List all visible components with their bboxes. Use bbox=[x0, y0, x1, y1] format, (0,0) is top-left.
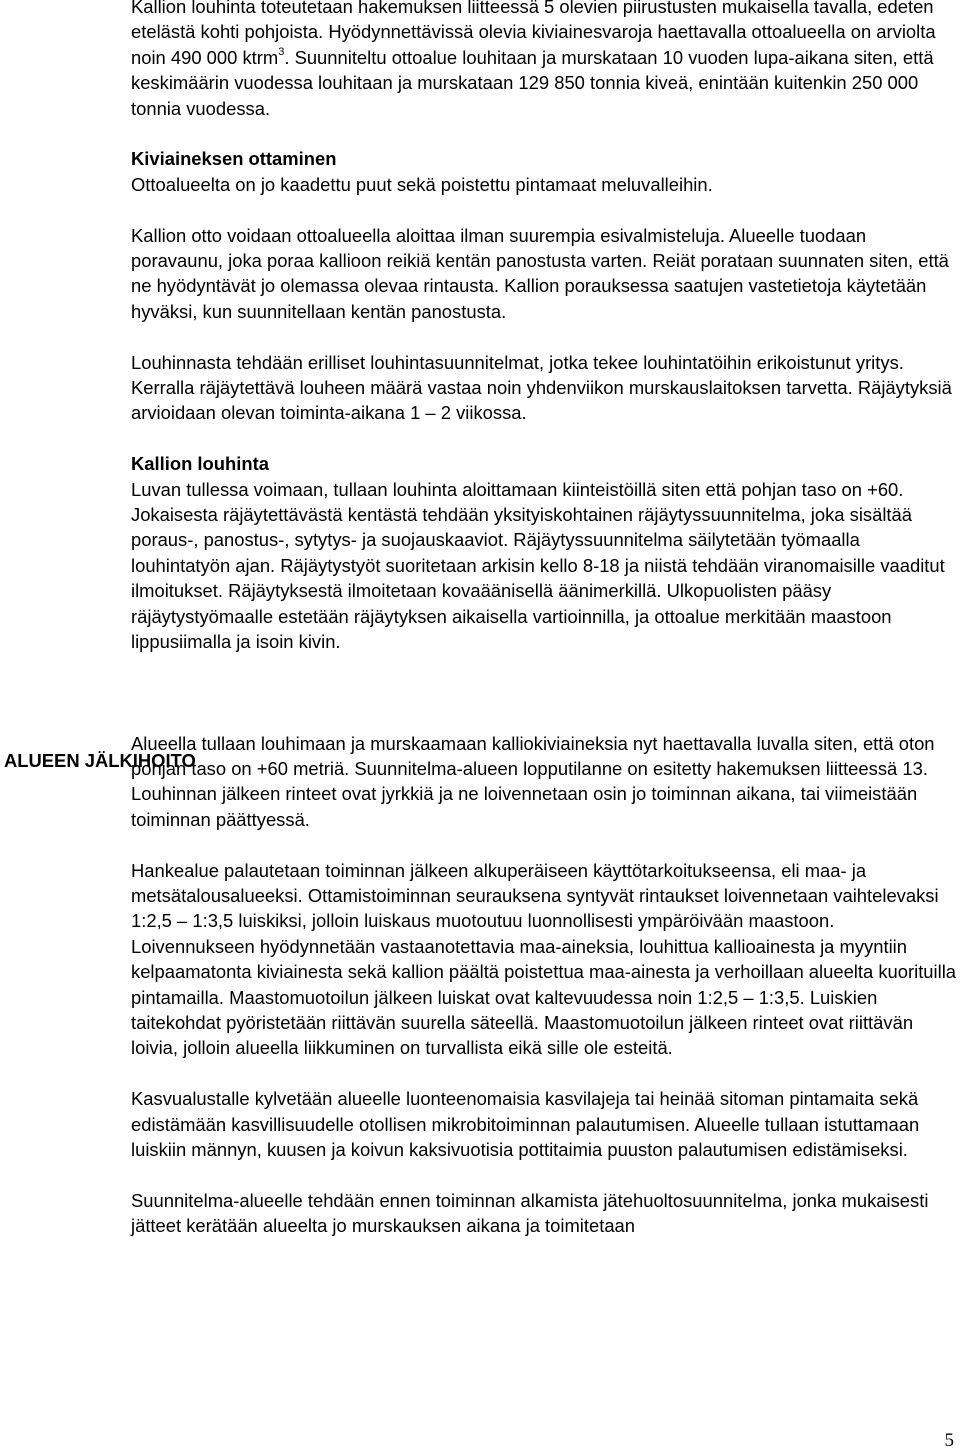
page-number: 5 bbox=[944, 1430, 954, 1451]
document-body bbox=[131, 0, 957, 1239]
paragraph-drilling: Kallion otto voidaan ottoalueella aloittaa ilman suurempia esivalmisteluja. Alueelle tuodaan poravaunu, joka poraa kallioon reikiä kentän panostusta varten. Reiät porataan suunnaten siten, että ne hyödyntävät jo olemassa olevaa rintausta. Kallion porauksessa saatujen vastetietoja käytetään hyväksi, kun suunnitellaan kentän panostusta. bbox=[131, 224, 949, 322]
side-heading-aftercare: ALUEEN JÄLKIHOITO bbox=[4, 750, 196, 771]
section-heading-aggregate-extraction: Kiviaineksen ottaminen bbox=[131, 148, 337, 170]
paragraph-blasting-plans: Louhinnasta tehdään erilliset louhintasuunnitelmat, jotka tekee louhintatöihin erikoistunut yritys. Kerralla räjäytettävä louheen määrä vastaa noin yhdenviikon murskauslaitoksen tarvetta. Räjäytyksiä arvioidaan olevan toiminta-aikana 1 – 2 viikossa. bbox=[131, 351, 952, 424]
section-heading-rock-quarrying: Kallion louhinta bbox=[131, 453, 269, 475]
intro-text-tail: . Suunniteltu ottoalue louhitaan ja murskataan 10 vuoden lupa-aikana siten, että keskimäärin vuodessa louhitaan ja murskataan 129 850 tonnia kiveä, enintään kuitenkin 250 000 tonnia vuodessa. bbox=[131, 46, 934, 119]
paragraph-topsoil-removed: Ottoalueelta on jo kaadettu puut sekä poistettu pintamaat meluvalleihin. bbox=[131, 173, 713, 195]
paragraph-final-level: Alueella tullaan louhimaan ja murskaamaan kalliokiviaineksia nyt haettavalla luvalla siten, että oton pohjan taso on +60 metriä. Suunnitelma-alueen lopputilanne on esitetty hakemuksen liitteessä 13. Louhinnan jälkeen rinteet ovat jyrkkiä ja ne loivennetaan osin jo toiminnan aikana, tai viimeistään toiminnan päättyessä. bbox=[131, 732, 935, 830]
superscript-3: 3 bbox=[278, 45, 285, 58]
paragraph-waste-management: Suunnitelma-alueelle tehdään ennen toiminnan alkamista jätehuoltosuunnitelma, jonka mukaisesti jätteet kerätään alueelta jo murskauksen aikana ja toimitetaan bbox=[131, 1189, 929, 1237]
paragraph-blasting-procedure: Luvan tullessa voimaan, tullaan louhinta aloittamaan kiinteistöillä siten että pohjan taso on +60. Jokaisesta räjäytettävästä kentästä tehdään yksityiskohtainen räjäytyssuunnitelma, joka sisältää poraus-, panostus-, sytytys- ja suojauskaaviot. Räjäytyssuunnitelma säilytetään työmaalla louhintatyön ajan. Räjäytystyöt suoritetaan arkisin kello 8-18 ja niistä tehdään viranomaisille vaaditut ilmoitukset. Räjäytyksestä ilmoitetaan kovaäänisellä äänimerkillä. Ulkopuolisten pääsy räjäytystyömaalle estetään räjäytyksen aikaisella vartioinnilla, ja ottoalue merkitään maastoon lippusiimalla ja isoin kivin. bbox=[131, 478, 945, 653]
paragraph-restoration: Hankealue palautetaan toiminnan jälkeen alkuperäiseen käyttötarkoitukseensa, eli maa- ja metsätalousalueeksi. Ottamistoiminnan seurauksena syntyvät rintaukset loivennetaan vaihtelevaksi 1:2,5 – 1:3,5 luiskiksi, jolloin luiskaus muotoutuu luonnollisesti ympäröivään maastoon. Loivennukseen hyödynnetään vastaanotettavia maa-aineksia, louhittua kallioainesta ja myyntiin kelpaamatonta kiviainesta sekä kallion päältä poistettua maa-ainesta ja verhoillaan alueelta kuorituilla pintamailla. Maastomuotoilun jälkeen luiskat ovat kaltevuudessa noin 1:2,5 – 1:3,5. Luiskien taitekohdat pyöristetään riittävän suurella säteellä. Maastomuotoilun jälkeen rinteet ovat riittävän loivia, jolloin alueella liikkuminen on turvallista eikä sille ole esteitä. bbox=[131, 859, 957, 1059]
intro-text: Kallion louhinta toteutetaan hakemuksen liitteessä 5 olevien piirustusten mukaisella tavalla, edeten etelästä kohti pohjoista. Hyödynnettävissä olevia kiviainesvaroja haettavalla ottoalueella on arviolta noin 490 000 ktrm bbox=[131, 0, 936, 68]
intro-paragraph bbox=[131, 0, 957, 121]
paragraph-vegetation: Kasvualustalle kylvetään alueelle luonteenomaisia kasvilajeja tai heinää sitoman pintamaita sekä edistämään kasvillisuudelle otollisen mikrobitoiminnan palautumisen. Alueelle tullaan istuttamaan luiskiin männyn, kuusen ja koivun kaksivuotisia pottitaimia puuston palautumisen edistämiseksi. bbox=[131, 1088, 920, 1160]
